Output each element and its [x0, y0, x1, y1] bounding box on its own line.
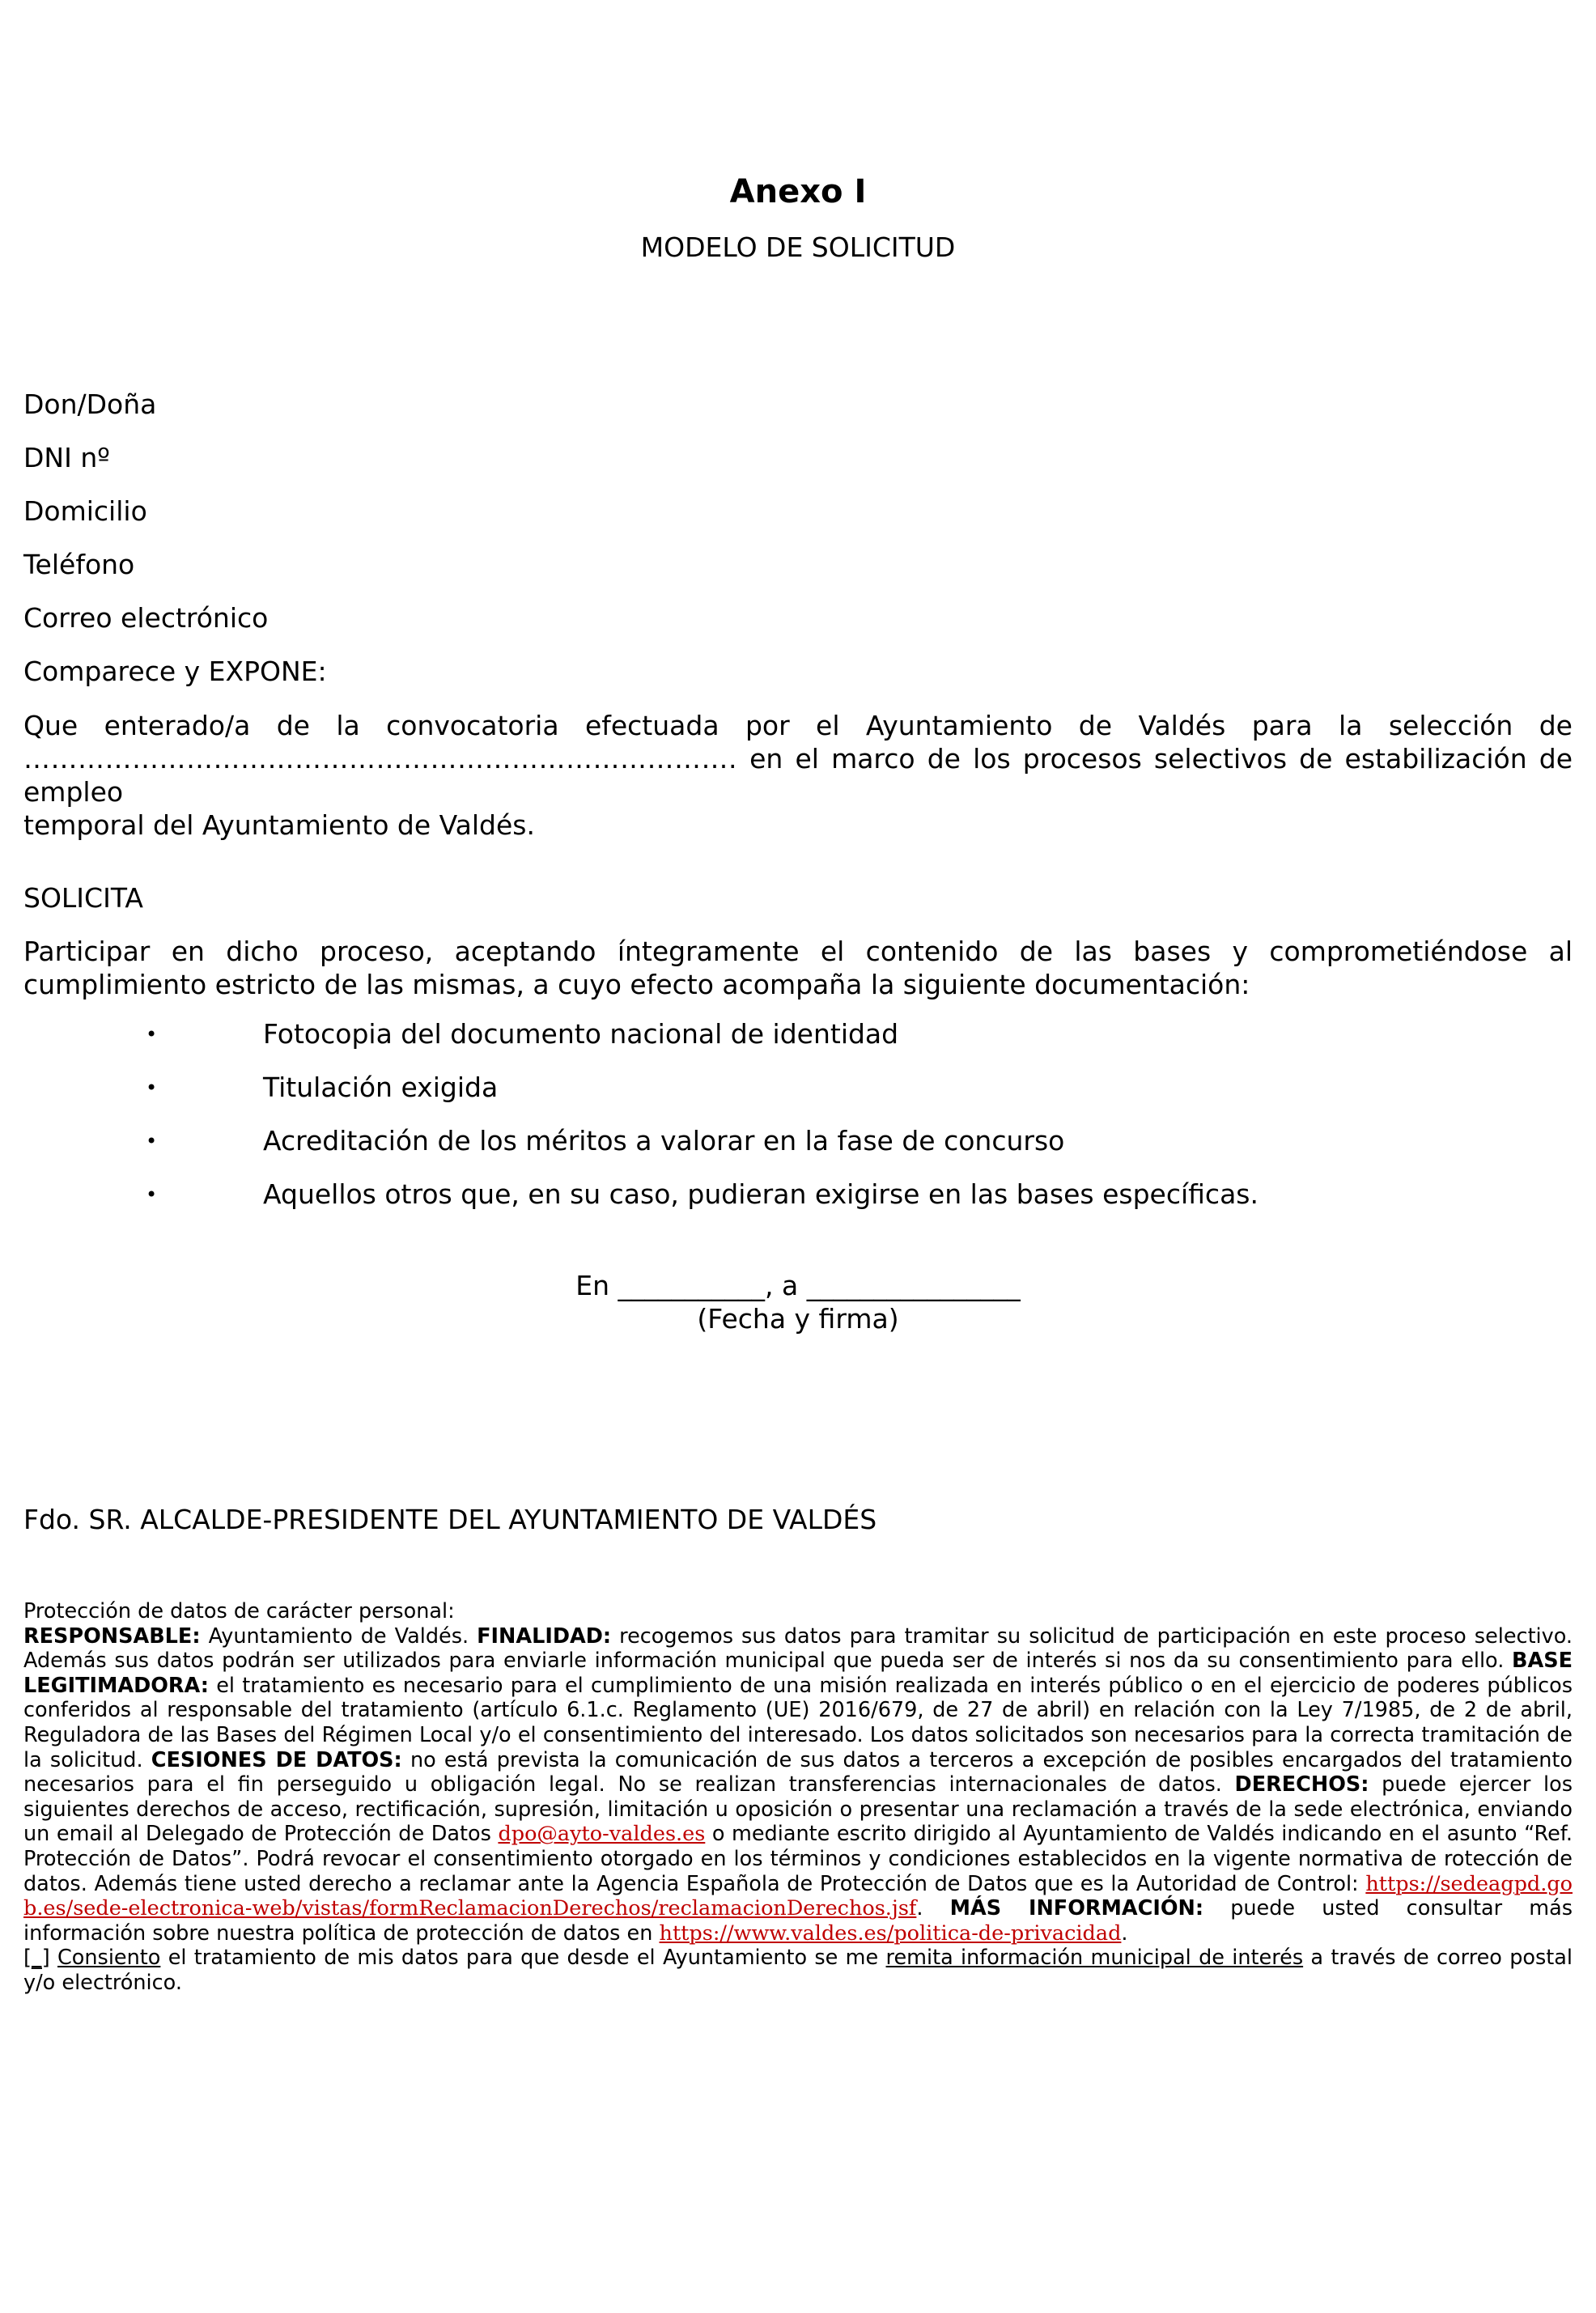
document-subtitle: MODELO DE SOLICITUD	[640, 231, 956, 263]
document-title: Anexo I	[729, 173, 867, 210]
solicita-heading: SOLICITA	[23, 882, 143, 914]
finalidad-label: FINALIDAD:	[477, 1623, 612, 1649]
mas-informacion-text: puede usted consultar más información sobre nuestra política de protección de datos en	[23, 1896, 1573, 1946]
consent-text: el tratamiento de mis datos para que desde el Ayuntamiento se me	[160, 1946, 886, 1971]
derechos-label: DERECHOS:	[1234, 1772, 1369, 1797]
consent-word: Consiento	[57, 1946, 161, 1971]
bullet-2: •	[146, 1076, 158, 1099]
addressee-line: Fdo. SR. ALCALDE-PRESIDENTE DEL AYUNTAMIENTO DE VALDÉS	[23, 1504, 877, 1535]
expone-blank-dots: …………………………………………………………………….	[23, 743, 737, 775]
bullet-1: •	[146, 1023, 158, 1046]
document-item-2: Titulación exigida	[263, 1072, 499, 1103]
privacy-heading: Protección de datos de carácter personal:	[23, 1599, 455, 1623]
consent-checkbox[interactable]: [_]	[23, 1946, 50, 1971]
dpo-email-link[interactable]: dpo@ayto-valdes.es	[498, 1822, 706, 1847]
responsable-label: RESPONSABLE:	[23, 1623, 201, 1649]
privacy-policy-link[interactable]: https://www.valdes.es/politica-de-privacidad	[659, 1920, 1122, 1946]
privacy-end: .	[1121, 1920, 1128, 1946]
expone-line-3: temporal del Ayuntamiento de Valdés.	[23, 809, 535, 841]
cesiones-label: CESIONES DE DATOS:	[151, 1747, 402, 1772]
base-legitimadora-label: BASE LEGITIMADORA:	[23, 1649, 1573, 1698]
expone-line-2-text: en el marco de los procesos selectivos de estabilización de empleo	[23, 743, 1573, 808]
field-phone-label: Teléfono	[23, 549, 135, 580]
privacy-body	[23, 1624, 1573, 1946]
after-link-text: .	[916, 1896, 950, 1921]
derechos-text-continued: o mediante escrito dirigido al Ayuntamiento de Valdés indicando en el asunto “Ref. Protección de Datos”. Podrá revocar el consentimiento otorgado en los términos y condiciones establecidos en la vigente normativa de rotección de datos. Además tiene usted derecho a reclamar ante la Agencia Española de Protección de Datos que es la Autoridad de Control:	[23, 1822, 1573, 1896]
signature-caption: (Fecha y firma)	[697, 1303, 899, 1335]
privacy-notice	[23, 1599, 1573, 1996]
bullet-4: •	[146, 1183, 158, 1206]
expone-heading: Comparece y EXPONE:	[23, 656, 327, 687]
cesiones-text: no está prevista la comunicación de sus datos a terceros a excepción de posibles encargados del tratamiento necesarios para el fin perseguido u obligación legal. No se realizan transferencias internacionales de datos.	[23, 1747, 1573, 1797]
consent-underlined-text: remita información municipal de interés	[885, 1946, 1304, 1971]
responsable-text: Ayuntamiento de Valdés.	[200, 1623, 478, 1649]
document-item-4: Aquellos otros que, en su caso, pudieran exigirse en las bases específicas.	[263, 1178, 1259, 1210]
bullet-3: •	[146, 1130, 158, 1152]
document-item-1: Fotocopia del documento nacional de identidad	[263, 1018, 899, 1050]
document-item-3: Acreditación de los méritos a valorar en la fase de concurso	[263, 1125, 1065, 1156]
expone-line-1: Que enterado/a de la convocatoria efectuada por el Ayuntamiento de Valdés para la selección de	[23, 710, 1573, 741]
derechos-text: puede ejercer los siguientes derechos de acceso, rectificación, supresión, limitación u oposición o presentar una reclamación a través de la sede electrónica, enviando un email al Delegado de Protección de Datos	[23, 1772, 1573, 1847]
mas-informacion-label: MÁS INFORMACIÓN:	[949, 1896, 1204, 1921]
signature-place-date: En ___________, a ________________	[575, 1270, 1021, 1301]
expone-paragraph	[23, 709, 1573, 842]
field-address-label: Domicilio	[23, 495, 147, 527]
consent-line	[23, 1946, 1573, 1995]
finalidad-text: recogemos sus datos para tramitar su solicitud de participación en este proceso selectivo. Además sus datos podrán ser utilizados para enviarle información municipal que pueda ser de interés si nos da su consentimiento para ello.	[23, 1623, 1573, 1674]
field-name-label: Don/Doña	[23, 388, 157, 420]
field-email-label: Correo electrónico	[23, 602, 269, 634]
base-legitimadora-text: el tratamiento es necesario para el cumplimiento de una misión realizada en interés público o en el ejercicio de poderes públicos conferidos al responsable del tratamiento (artículo 6.1.c. Reglamento (UE) 2016/679, de 27 de abril) en relación con la Ley 7/1985, de 2 de abril, Reguladora de las Bases del Régimen Local y/o el consentimiento del interesado. Los datos solicitados son necesarios para la correcta tramitación de la solicitud.	[23, 1673, 1573, 1772]
field-dni-label: DNI nº	[23, 442, 110, 473]
consent-text-end: a través de correo postal y/o electrónico.	[23, 1946, 1573, 1995]
aepd-claim-link[interactable]: https://sedeagpd.gob.es/sede-electronica-web/vistas/formReclamacionDerechos/reclamacionDerechos.jsf	[23, 1871, 1573, 1921]
expone-line-2	[23, 742, 1573, 808]
solicita-paragraph: Participar en dicho proceso, aceptando íntegramente el contenido de las bases y comprometiéndose al cumplimiento estricto de las mismas, a cuyo efecto acompaña la siguiente documentación:	[23, 936, 1573, 1000]
